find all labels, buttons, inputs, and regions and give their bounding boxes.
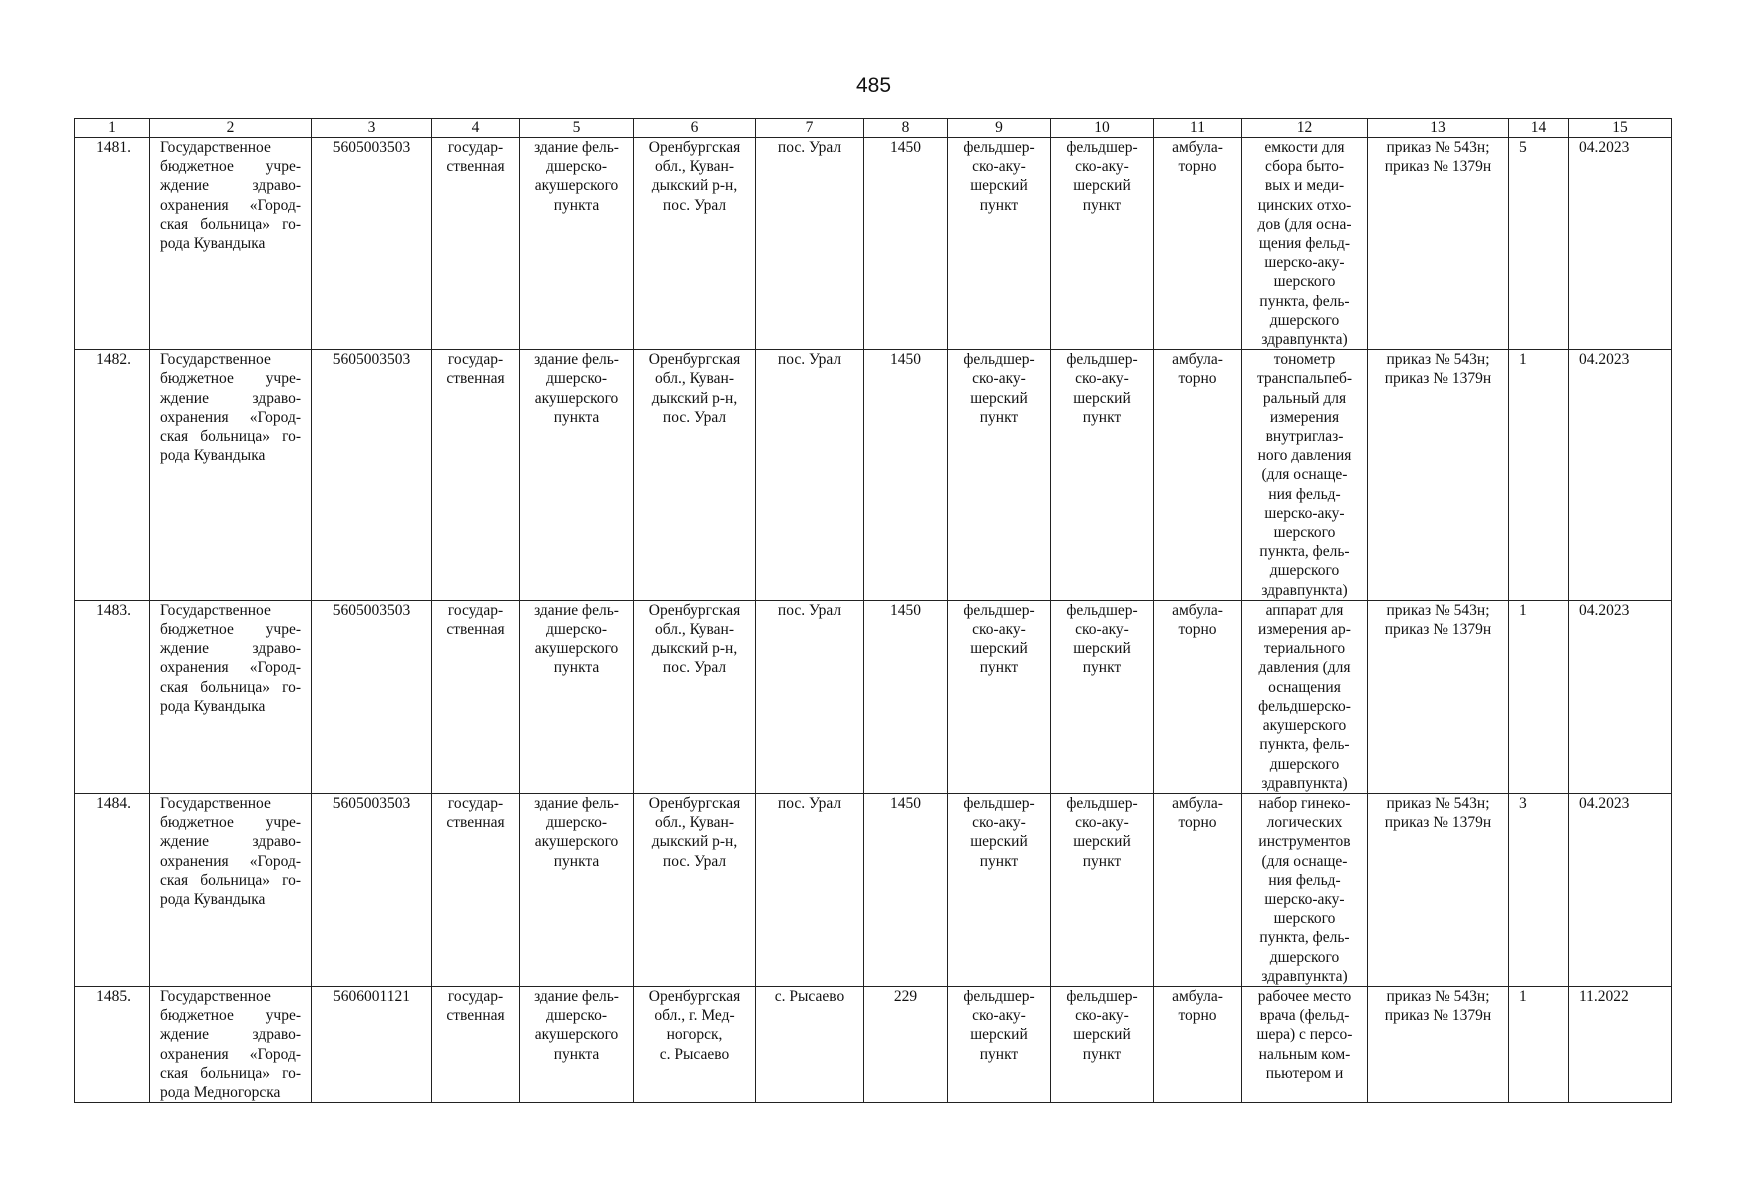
facility-kind-line: фельдшер- xyxy=(1066,351,1138,369)
organization-cell xyxy=(150,350,312,601)
column-header: 3 xyxy=(312,119,432,138)
equipment-line: врача (фельд- xyxy=(1259,1007,1350,1025)
column-header: 15 xyxy=(1569,119,1672,138)
facility-kind-line: шерский xyxy=(1073,389,1131,407)
order-line: приказ № 543н; xyxy=(1386,794,1490,812)
organization-line: ская больница» го- xyxy=(160,428,301,446)
equipment-line: дшерского xyxy=(1269,311,1340,329)
address-line: обл., г. Мед- xyxy=(654,1007,735,1025)
equipment-line: дов (для осна- xyxy=(1257,215,1352,233)
equipment-line: тонометр xyxy=(1273,351,1336,369)
address-cell xyxy=(634,350,756,601)
address-line: пос. Урал xyxy=(662,408,727,426)
column-header: 13 xyxy=(1368,119,1509,138)
building-line: здание фель- xyxy=(534,351,619,369)
facility-kind-line: фельдшер- xyxy=(1066,794,1138,812)
equipment-line: дшерского xyxy=(1269,562,1340,580)
building-line: дшерско- xyxy=(546,1007,607,1025)
facility-type-line: пункт xyxy=(979,408,1019,426)
equipment-line: аппарат для xyxy=(1265,601,1344,619)
facility-kind-line: ско-аку- xyxy=(1075,370,1129,388)
organization-line: рода Кувандыка xyxy=(160,890,266,908)
facility-kind-cell xyxy=(1051,600,1154,793)
address-line: обл., Куван- xyxy=(655,621,734,639)
organization-line: охранения «Город- xyxy=(160,659,301,677)
population-cell: 1450 xyxy=(864,793,948,986)
address-line: обл., Куван- xyxy=(655,370,734,388)
ownership-line: ственная xyxy=(446,1007,505,1025)
care-form-cell xyxy=(1154,138,1242,350)
order-line: приказ № 1379н xyxy=(1384,621,1492,639)
order-cell xyxy=(1368,350,1509,601)
settlement-cell: пос. Урал xyxy=(756,138,864,350)
equipment-line: пункта, фель- xyxy=(1259,736,1350,754)
organization-line: охранения «Город- xyxy=(160,196,301,214)
equipment-line: пункта, фель- xyxy=(1259,292,1350,310)
ownership-cell xyxy=(432,350,520,601)
order-line: приказ № 543н; xyxy=(1386,601,1490,619)
care-form-line: торно xyxy=(1178,621,1217,639)
equipment-line: здравпункта) xyxy=(1261,581,1348,599)
address-line: Оренбургская xyxy=(648,794,741,812)
population-cell: 1450 xyxy=(864,350,948,601)
organization-line: бюджетное учре- xyxy=(160,370,301,388)
building-line: здание фель- xyxy=(534,601,619,619)
equipment-line: сбора быто- xyxy=(1265,158,1344,176)
population-cell: 1450 xyxy=(864,600,948,793)
equipment-line: (для оснаще- xyxy=(1261,466,1348,484)
row-number-cell: 1485. xyxy=(75,986,150,1102)
organization-line: Государственное xyxy=(160,987,271,1005)
equipment-line: ния фельд- xyxy=(1268,485,1341,503)
equipment-line: рабочее место xyxy=(1257,987,1352,1005)
column-header: 11 xyxy=(1154,119,1242,138)
ownership-cell xyxy=(432,986,520,1102)
table-row xyxy=(75,986,1672,1102)
equipment-line: транспальпеб- xyxy=(1256,370,1353,388)
care-form-cell xyxy=(1154,793,1242,986)
equipment-line: пункта, фель- xyxy=(1259,929,1350,947)
inn-cell: 5606001121 xyxy=(312,986,432,1102)
facility-kind-line: пункт xyxy=(1082,196,1122,214)
address-line: дыкский р-н, xyxy=(651,177,738,195)
facility-kind-line: шерский xyxy=(1073,833,1131,851)
table-row xyxy=(75,350,1672,601)
row-number-cell: 1484. xyxy=(75,793,150,986)
building-line: акушерского xyxy=(534,833,619,851)
organization-line: Государственное xyxy=(160,794,271,812)
quantity-cell: 3 xyxy=(1509,793,1569,986)
facility-kind-line: шерский xyxy=(1073,640,1131,658)
equipment-line: вых и меди- xyxy=(1264,177,1345,195)
ownership-cell xyxy=(432,600,520,793)
date-cell: 04.2023 xyxy=(1569,350,1672,601)
organization-cell xyxy=(150,793,312,986)
settlement-cell: пос. Урал xyxy=(756,600,864,793)
date-cell: 04.2023 xyxy=(1569,600,1672,793)
facility-kind-line: пункт xyxy=(1082,1045,1122,1063)
equipment-line: акушерского xyxy=(1262,717,1347,735)
facility-type-line: фельдшер- xyxy=(963,987,1035,1005)
care-form-cell xyxy=(1154,986,1242,1102)
table-row xyxy=(75,600,1672,793)
building-line: пункта xyxy=(553,659,600,677)
building-line: пункта xyxy=(553,1045,600,1063)
equipment-line: ного давления xyxy=(1257,447,1352,465)
facility-kind-line: шерский xyxy=(1073,177,1131,195)
facility-kind-cell xyxy=(1051,793,1154,986)
facility-type-line: ско-аку- xyxy=(972,158,1026,176)
facility-type-cell xyxy=(948,986,1051,1102)
facility-type-line: шерский xyxy=(970,1026,1028,1044)
date-cell: 11.2022 xyxy=(1569,986,1672,1102)
building-cell xyxy=(520,600,634,793)
building-line: акушерского xyxy=(534,1026,619,1044)
building-line: здание фель- xyxy=(534,987,619,1005)
facility-type-line: ско-аку- xyxy=(972,814,1026,832)
row-number-cell: 1483. xyxy=(75,600,150,793)
ownership-line: государ- xyxy=(447,139,504,156)
facility-type-cell xyxy=(948,793,1051,986)
care-form-line: торно xyxy=(1178,1007,1217,1025)
equipment-line: териального xyxy=(1263,640,1346,658)
organization-line: бюджетное учре- xyxy=(160,814,301,832)
column-header: 1 xyxy=(75,119,150,138)
address-line: обл., Куван- xyxy=(655,158,734,176)
address-line: Оренбургская xyxy=(648,987,741,1005)
care-form-line: амбула- xyxy=(1172,601,1223,619)
equipment-line: измерения ар- xyxy=(1258,621,1351,639)
organization-cell xyxy=(150,986,312,1102)
building-line: пункта xyxy=(553,196,600,214)
building-line: акушерского xyxy=(534,389,619,407)
address-line: с. Рысаево xyxy=(659,1045,730,1063)
address-cell xyxy=(634,793,756,986)
page-number: 485 xyxy=(855,74,892,97)
facility-kind-line: ско-аку- xyxy=(1075,158,1129,176)
ownership-line: ственная xyxy=(446,370,505,388)
ownership-line: государ- xyxy=(447,794,504,812)
organization-line: рода Кувандыка xyxy=(160,235,266,253)
facility-kind-line: пункт xyxy=(1082,408,1122,426)
facility-kind-line: фельдшер- xyxy=(1066,987,1138,1005)
order-cell xyxy=(1368,793,1509,986)
address-line: дыкский р-н, xyxy=(651,389,738,407)
address-line: дыкский р-н, xyxy=(651,640,738,658)
organization-line: ская больница» го- xyxy=(160,871,301,889)
equipment-cell xyxy=(1242,350,1368,601)
facility-kind-cell xyxy=(1051,986,1154,1102)
address-line: Оренбургская xyxy=(648,139,741,156)
facility-type-line: фельдшер- xyxy=(963,601,1035,619)
organization-line: охранения «Город- xyxy=(160,852,301,870)
quantity-cell: 5 xyxy=(1509,138,1569,350)
facility-type-cell xyxy=(948,350,1051,601)
equipment-cell xyxy=(1242,138,1368,350)
ownership-cell xyxy=(432,138,520,350)
building-cell xyxy=(520,986,634,1102)
building-line: здание фель- xyxy=(534,794,619,812)
column-header: 12 xyxy=(1242,119,1368,138)
equipment-cell xyxy=(1242,600,1368,793)
settlement-cell: пос. Урал xyxy=(756,350,864,601)
order-line: приказ № 543н; xyxy=(1386,351,1490,369)
equipment-line: логических xyxy=(1266,814,1343,832)
facility-type-line: пункт xyxy=(979,659,1019,677)
population-cell: 1450 xyxy=(864,138,948,350)
facility-type-line: шерский xyxy=(970,833,1028,851)
facility-type-line: шерский xyxy=(970,389,1028,407)
organization-cell xyxy=(150,138,312,350)
facility-kind-cell xyxy=(1051,350,1154,601)
organization-line: ская больница» го- xyxy=(160,1064,301,1082)
building-line: дшерско- xyxy=(546,814,607,832)
equipment-line: нальным ком- xyxy=(1258,1045,1351,1063)
building-line: пункта xyxy=(553,408,600,426)
date-cell: 04.2023 xyxy=(1569,138,1672,350)
facility-type-cell xyxy=(948,138,1051,350)
facility-type-line: шерский xyxy=(970,177,1028,195)
equipment-line: набор гинеко- xyxy=(1258,794,1351,812)
equipment-line: давления (для xyxy=(1258,659,1351,677)
equipment-line: измерения xyxy=(1269,408,1340,426)
facility-type-line: фельдшер- xyxy=(963,794,1035,812)
registry-table xyxy=(74,118,1672,1103)
equipment-line: шерского xyxy=(1273,524,1336,542)
building-cell xyxy=(520,350,634,601)
column-header: 7 xyxy=(756,119,864,138)
equipment-line: цинских отхо- xyxy=(1257,196,1352,214)
organization-line: охранения «Город- xyxy=(160,408,301,426)
column-header: 2 xyxy=(150,119,312,138)
column-header: 9 xyxy=(948,119,1051,138)
organization-cell xyxy=(150,600,312,793)
organization-line: ская больница» го- xyxy=(160,215,301,233)
facility-kind-line: шерский xyxy=(1073,1026,1131,1044)
facility-kind-line: ско-аку- xyxy=(1075,621,1129,639)
equipment-line: дшерского xyxy=(1269,948,1340,966)
care-form-line: торно xyxy=(1178,158,1217,176)
building-line: акушерского xyxy=(534,177,619,195)
equipment-cell xyxy=(1242,986,1368,1102)
equipment-line: шерско-аку- xyxy=(1264,504,1345,522)
settlement-cell: с. Рысаево xyxy=(756,986,864,1102)
ownership-line: ственная xyxy=(446,814,505,832)
table-row xyxy=(75,793,1672,986)
ownership-line: государ- xyxy=(447,987,504,1005)
building-line: дшерско- xyxy=(546,370,607,388)
order-line: приказ № 1379н xyxy=(1384,158,1492,176)
inn-cell: 5605003503 xyxy=(312,793,432,986)
address-line: пос. Урал xyxy=(662,659,727,677)
order-line: приказ № 543н; xyxy=(1386,987,1490,1005)
equipment-line: инструментов xyxy=(1258,833,1351,851)
care-form-line: амбула- xyxy=(1172,351,1223,369)
order-cell xyxy=(1368,138,1509,350)
equipment-line: дшерского xyxy=(1269,755,1340,773)
equipment-line: ния фельд- xyxy=(1268,871,1341,889)
address-line: пос. Урал xyxy=(662,852,727,870)
equipment-line: пьютером и xyxy=(1265,1064,1344,1082)
facility-kind-line: ско-аку- xyxy=(1075,1007,1129,1025)
equipment-line: шерско-аку- xyxy=(1264,890,1345,908)
care-form-line: торно xyxy=(1178,370,1217,388)
column-header: 6 xyxy=(634,119,756,138)
care-form-cell xyxy=(1154,600,1242,793)
equipment-line: здравпункта) xyxy=(1261,331,1348,349)
address-line: дыкский р-н, xyxy=(651,833,738,851)
facility-type-line: шерский xyxy=(970,640,1028,658)
order-cell xyxy=(1368,986,1509,1102)
organization-line: ждение здраво- xyxy=(160,833,301,851)
quantity-cell: 1 xyxy=(1509,600,1569,793)
order-line: приказ № 543н; xyxy=(1386,139,1490,156)
facility-kind-cell xyxy=(1051,138,1154,350)
settlement-cell: пос. Урал xyxy=(756,793,864,986)
ownership-line: государ- xyxy=(447,601,504,619)
organization-line: Государственное xyxy=(160,139,271,156)
row-number-cell: 1482. xyxy=(75,350,150,601)
equipment-line: внутриглаз- xyxy=(1265,428,1344,446)
equipment-line: шерского xyxy=(1273,910,1336,928)
ownership-line: государ- xyxy=(447,351,504,369)
building-line: пункта xyxy=(553,852,600,870)
facility-type-line: пункт xyxy=(979,852,1019,870)
quantity-cell: 1 xyxy=(1509,986,1569,1102)
care-form-line: амбула- xyxy=(1172,794,1223,812)
organization-line: ждение здраво- xyxy=(160,389,301,407)
quantity-cell: 1 xyxy=(1509,350,1569,601)
organization-line: Государственное xyxy=(160,601,271,619)
column-header: 14 xyxy=(1509,119,1569,138)
facility-type-line: пункт xyxy=(979,196,1019,214)
inn-cell: 5605003503 xyxy=(312,600,432,793)
address-cell xyxy=(634,600,756,793)
facility-type-line: пункт xyxy=(979,1045,1019,1063)
organization-line: рода Кувандыка xyxy=(160,447,266,465)
building-line: здание фель- xyxy=(534,139,619,156)
equipment-cell xyxy=(1242,793,1368,986)
ownership-line: ственная xyxy=(446,158,505,176)
facility-kind-line: фельдшер- xyxy=(1066,601,1138,619)
facility-kind-line: пункт xyxy=(1082,659,1122,677)
facility-kind-line: ско-аку- xyxy=(1075,814,1129,832)
order-line: приказ № 1379н xyxy=(1384,1007,1492,1025)
equipment-line: здравпункта) xyxy=(1261,774,1348,792)
address-line: Оренбургская xyxy=(648,601,741,619)
organization-line: рода Медногорска xyxy=(160,1083,281,1101)
equipment-line: (для оснаще- xyxy=(1261,852,1348,870)
organization-line: охранения «Город- xyxy=(160,1045,301,1063)
organization-line: ждение здраво- xyxy=(160,177,301,195)
facility-type-line: ско-аку- xyxy=(972,1007,1026,1025)
building-cell xyxy=(520,138,634,350)
organization-line: Государственное xyxy=(160,351,271,369)
care-form-cell xyxy=(1154,350,1242,601)
equipment-line: шерского xyxy=(1273,273,1336,291)
equipment-line: шера) с персо- xyxy=(1256,1026,1353,1044)
organization-line: бюджетное учре- xyxy=(160,158,301,176)
organization-line: бюджетное учре- xyxy=(160,621,301,639)
care-form-line: амбула- xyxy=(1172,987,1223,1005)
organization-line: ская больница» го- xyxy=(160,678,301,696)
row-number-cell: 1481. xyxy=(75,138,150,350)
date-cell: 04.2023 xyxy=(1569,793,1672,986)
equipment-line: емкости для xyxy=(1264,139,1345,156)
organization-line: ждение здраво- xyxy=(160,640,301,658)
building-cell xyxy=(520,793,634,986)
column-header: 10 xyxy=(1051,119,1154,138)
equipment-line: фельдшерско- xyxy=(1258,697,1351,715)
building-line: дшерско- xyxy=(546,621,607,639)
column-header: 5 xyxy=(520,119,634,138)
equipment-line: оснащения xyxy=(1268,678,1341,696)
address-cell xyxy=(634,138,756,350)
facility-type-line: фельдшер- xyxy=(963,351,1035,369)
facility-kind-line: пункт xyxy=(1082,852,1122,870)
building-line: акушерского xyxy=(534,640,619,658)
inn-cell: 5605003503 xyxy=(312,138,432,350)
registry-body xyxy=(75,138,1672,1103)
organization-line: бюджетное учре- xyxy=(160,1007,301,1025)
facility-kind-line: фельдшер- xyxy=(1066,139,1138,156)
column-header: 4 xyxy=(432,119,520,138)
equipment-line: шерско-аку- xyxy=(1264,254,1345,272)
population-cell: 229 xyxy=(864,986,948,1102)
building-line: дшерско- xyxy=(546,158,607,176)
order-line: приказ № 1379н xyxy=(1384,814,1492,832)
facility-type-line: ско-аку- xyxy=(972,621,1026,639)
address-cell xyxy=(634,986,756,1102)
ownership-line: ственная xyxy=(446,621,505,639)
care-form-line: амбула- xyxy=(1172,139,1223,156)
facility-type-line: фельдшер- xyxy=(963,139,1035,156)
address-line: Оренбургская xyxy=(648,351,741,369)
address-line: обл., Куван- xyxy=(655,814,734,832)
column-header: 8 xyxy=(864,119,948,138)
equipment-line: пункта, фель- xyxy=(1259,543,1350,561)
ownership-cell xyxy=(432,793,520,986)
care-form-line: торно xyxy=(1178,814,1217,832)
inn-cell: 5605003503 xyxy=(312,350,432,601)
facility-type-line: ско-аку- xyxy=(972,370,1026,388)
equipment-line: здравпункта) xyxy=(1261,967,1348,985)
facility-type-cell xyxy=(948,600,1051,793)
order-cell xyxy=(1368,600,1509,793)
organization-line: ждение здраво- xyxy=(160,1026,301,1044)
address-line: ногорск, xyxy=(666,1026,723,1044)
table-row xyxy=(75,138,1672,350)
header-row xyxy=(75,119,1672,138)
organization-line: рода Кувандыка xyxy=(160,697,266,715)
equipment-line: ральный для xyxy=(1262,389,1347,407)
address-line: пос. Урал xyxy=(662,196,727,214)
order-line: приказ № 1379н xyxy=(1384,370,1492,388)
equipment-line: щения фельд- xyxy=(1258,235,1351,253)
